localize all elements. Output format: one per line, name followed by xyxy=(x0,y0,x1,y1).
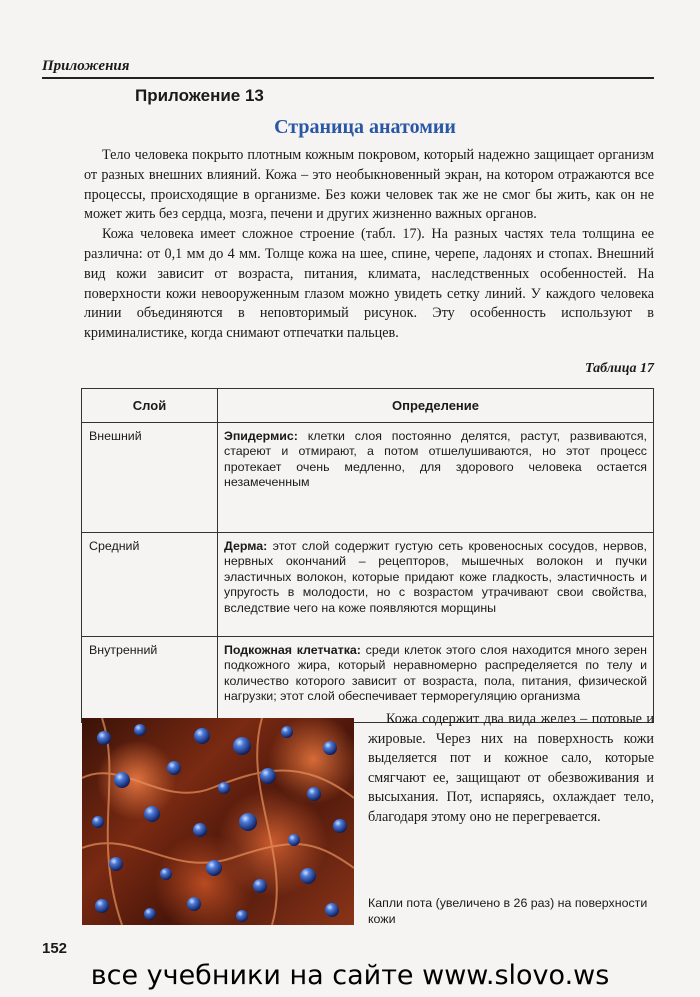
appendix-title: Приложение 13 xyxy=(135,86,264,105)
term: Подкожная клетчатка: xyxy=(224,642,361,657)
paragraph: Тело человека покрыто плотным кожным покровом, который надежно защищает организм от разных внешних влияний. Кожа – это необыкновенный экран, на котором отражаются все процессы, происходящие в организме. Без кожи человек так же не смог бы жить, как он не может жить без сердца, мозга, печени и других жизненно важных органов. xyxy=(84,147,654,223)
sweat-droplets-photo xyxy=(82,718,354,925)
running-head: Приложения xyxy=(42,58,130,74)
header-rule xyxy=(42,77,654,79)
table-caption: Таблица 17 xyxy=(585,361,654,376)
intro-text xyxy=(84,146,654,344)
table-row xyxy=(82,532,654,636)
definition-cell xyxy=(218,422,654,532)
table-row xyxy=(82,422,654,532)
photo-caption: Капли пота (увеличено в 26 раз) на поверхности кожи xyxy=(368,896,648,926)
paragraph: Кожа человека имеет сложное строение (табл. 17). На разных частях тела толщина ее различна: от 0,1 мм до 4 мм. Толще кожа на шее, спине, черепе, ладонях и стопах. Внешний вид кожи зависит от возраста, питания, климата, наследственных особенностей. На поверхности кожи невооруженным глазом можно увидеть сетку линий. У каждого человека линии объединяются в неповторимый рисунок. Эту особенность используют в криминалистике, когда снимают отпечатки пальцев. xyxy=(84,226,654,342)
definition-cell xyxy=(218,532,654,636)
skin-layers-table xyxy=(81,388,654,723)
column-header-definition: Определение xyxy=(218,389,654,423)
definition-text: этот слой содержит густую сеть кровеносных сосудов, нервов, нервных окончаний – рецепторов, мышечных волокон и пучки эластичных волокон, которые придают коже гладкость, эластичность и упругость в молодости, но с возрастом утрачивают свои свойства, вследствие чего на коже появляются морщины xyxy=(224,538,647,615)
footer-banner: все учебники на сайте www.slovo.ws xyxy=(90,960,610,991)
section-title: Страница анатомии xyxy=(274,116,456,138)
table-header-row xyxy=(82,389,654,423)
term: Дерма: xyxy=(224,538,268,553)
page-number: 152 xyxy=(42,940,68,957)
glands-text xyxy=(368,710,654,828)
layer-cell: Внутренний xyxy=(82,636,218,722)
term: Эпидермис: xyxy=(224,428,298,443)
definition-text: клетки слоя постоянно делятся, растут, развиваются, стареют и отмирают, а потом отшелушиваются, но этот процесс протекает очень медленно, для здорового человека остается незамеченным xyxy=(224,428,647,490)
paragraph: Кожа содержит два вида желез – потовые и жировые. Через них на поверхность кожи выделяется пот и кожное сало, которые смягчают ее, защищают от обезвоживания и высыхания. Пот, испаряясь, охлаждает тело, благодаря этому оно не перегревается. xyxy=(368,711,654,825)
layer-cell: Внешний xyxy=(82,422,218,532)
layer-cell: Средний xyxy=(82,532,218,636)
column-header-layer: Слой xyxy=(82,389,218,423)
definition-text: среди клеток этого слоя находится много зерен подкожного жира, который неравномерно распределяется по телу и количество которого зависит от возраста, пола, питания, физической нагрузки; этот слой обеспечивает терморегуляцию организма xyxy=(224,642,647,704)
sweat-droplets-illustration xyxy=(82,718,354,925)
